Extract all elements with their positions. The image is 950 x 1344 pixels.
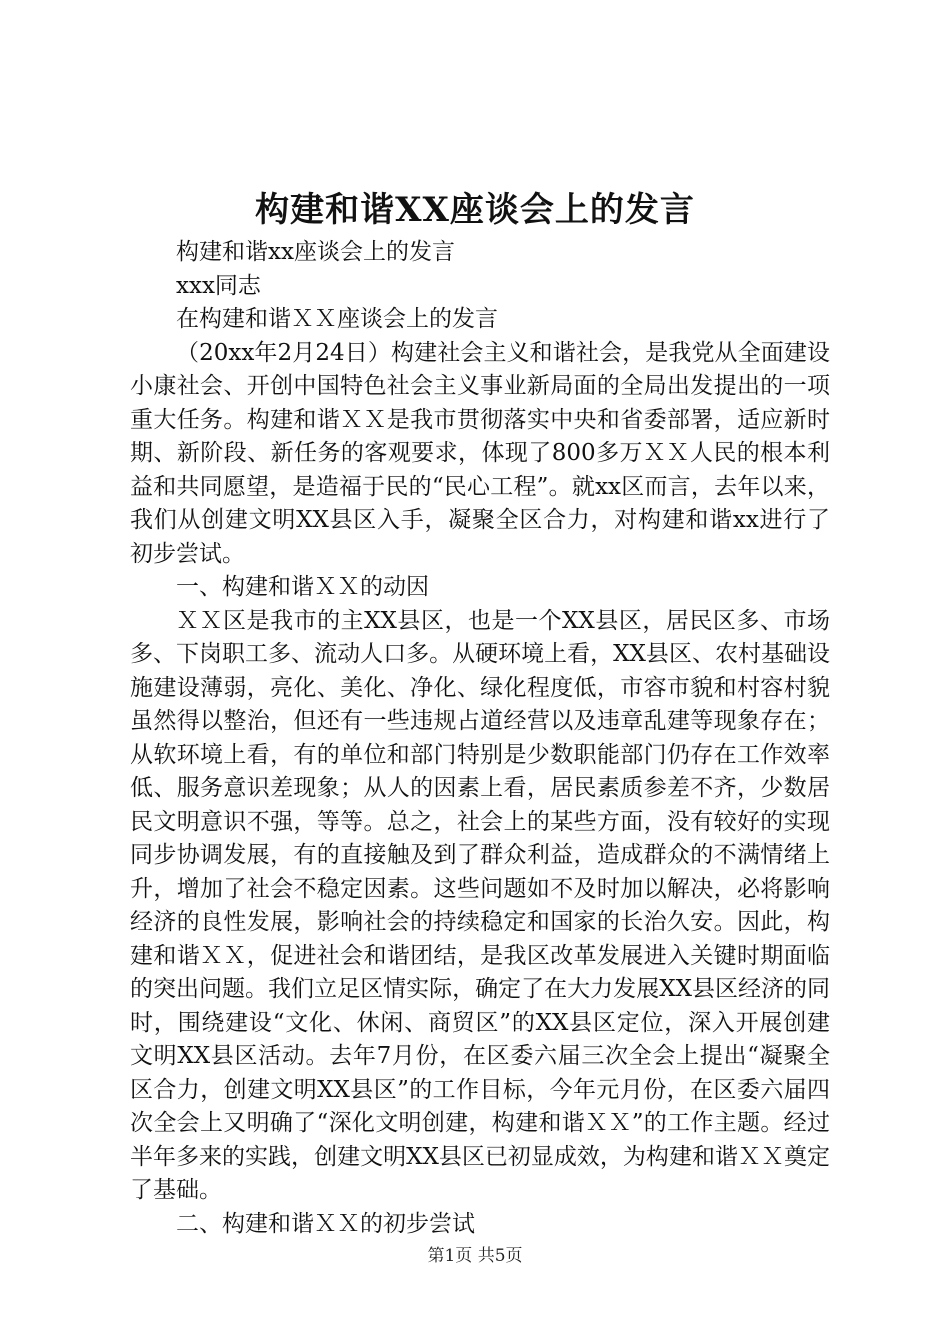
speech-title-line: 在构建和谐ＸＸ座谈会上的发言 — [176, 306, 498, 332]
document-body — [130, 236, 830, 1241]
subtitle-line: 构建和谐xx座谈会上的发言 — [176, 239, 455, 265]
section-heading-2: 二、构建和谐ＸＸ的初步尝试 — [176, 1210, 475, 1237]
section-heading-1: 一、构建和谐ＸＸ的动因 — [176, 574, 429, 600]
page-footer: 第1页 共5页 — [427, 1246, 523, 1266]
paragraph-motivation: ＸＸ区是我市的主XX县区，也是一个XX县区，居民区多、市场多、下岗职工多、流动人口多。从硬环境上看，XX县区、农村基础设施建设薄弱，亮化、美化、净化、绿化程度低，市容市貌和村容村貌虽然得以整治，但还有一些违规占道经营以及违章乱建等现象存在；从软环境上看，有的单位和部门特别是少数职能部门仍存在工作效率低、服务意识差现象；从人的因素上看，居民素质参差不齐，少数居民文明意识不强，等等。总之，社会上的某些方面，没有较好的实现同步协调发展，有的直接触及到了群众利益，造成群众的不满情绪上升，增加了社会不稳定因素。这些问题如不及时加以解决，必将影响经济的良性发展，影响社会的持续稳定和国家的长治久安。因此，构建和谐ＸＸ，促进社会和谐团结，是我区改革发展进入关键时期面临的突出问题。我们立足区情实际，确定了在大力发展XX县区经济的同时，围绕建设“文化、休闲、商贸区”的XX县区定位，深入开展创建文明XX县区活动。去年7月份，在区委六届三次全会上提出“凝聚全区合力，创建文明XX县区”的工作目标，今年元月份，在区委六届四次全会上又明确了“深化文明创建，构建和谐ＸＸ”的工作主题。经过半年多来的实践，创建文明XX县区已初显成效，为构建和谐ＸＸ奠定了基础。 — [130, 607, 830, 1203]
document-title: 构建和谐XX座谈会上的发言 — [255, 190, 695, 230]
paragraph-intro: （20xx年2月24日）构建社会主义和谐社会，是我党从全面建设小康社会、开创中国特色社会主义事业新局面的全局出发提出的一项重大任务。构建和谐ＸＸ是我市贯彻落实中央和省委部署，适应新时期、新阶段、新任务的客观要求，体现了800多万ＸＸ人民的根本利益和共同愿望，是造福于民的“民心工程”。就xx区而言，去年以来，我们从创建文明XX县区入手，凝聚全区合力，对构建和谐xx进行了初步尝试。 — [130, 339, 830, 567]
speaker-line: xxx同志 — [176, 272, 261, 299]
